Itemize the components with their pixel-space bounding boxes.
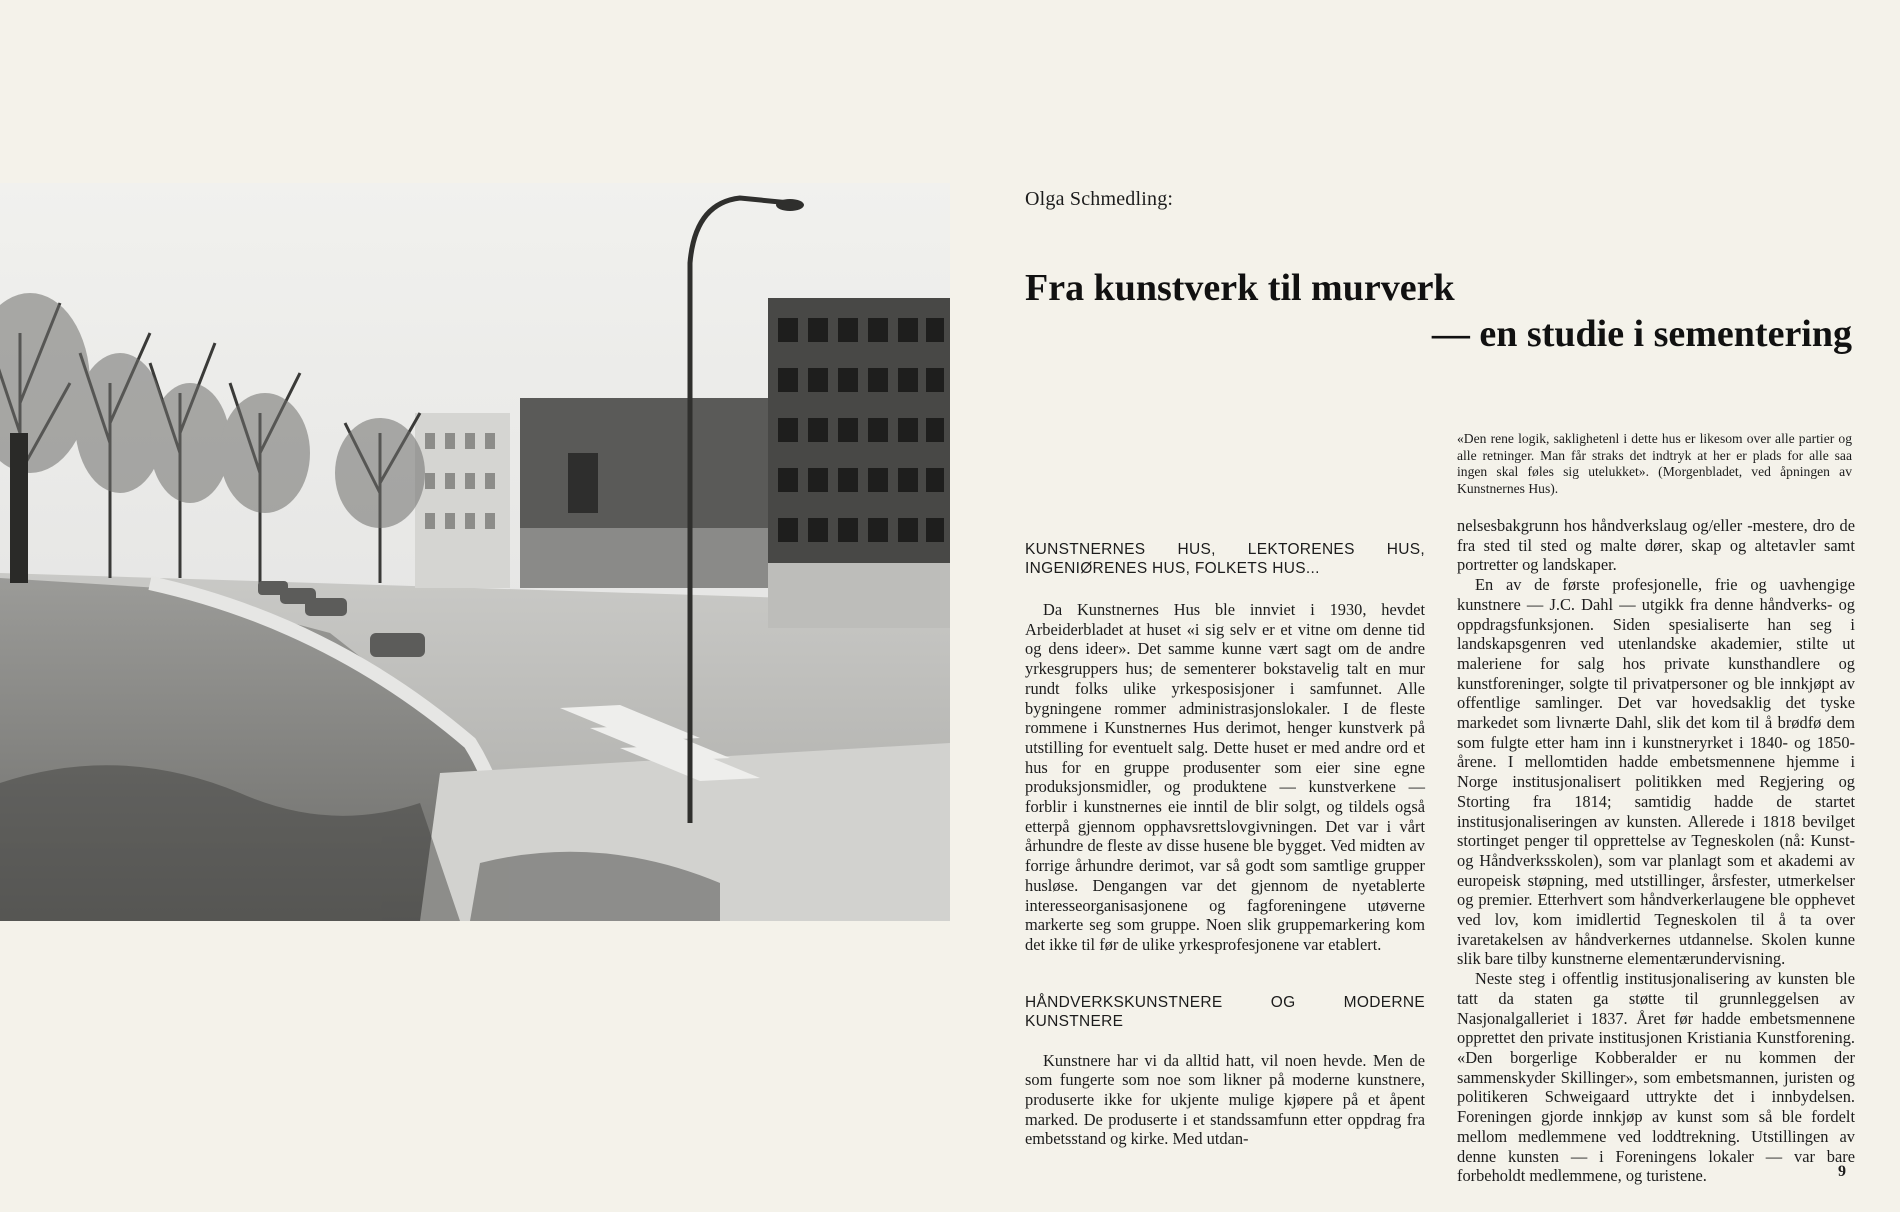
street-photograph: [0, 183, 950, 921]
body-paragraph: Kunstnere har vi da alltid hatt, vil noen hevde. Men de som fungerte som noe som likner på moderne kunstnere, produserte ikke for ukjente mulige kjøpere på et åpent marked. De produserte i et standssamfunn etter oppdrag fra embetsstand og kirke. Med utdan-: [1025, 1050, 1425, 1149]
body-paragraph: Neste steg i offentlig institusjonalisering av kunsten ble tatt da staten ga støtte til grunnleggelsen av Nasjonalgalleriet i 1837. Året før hadde embetsmennene opprettet den private institusjonen Kristiania Kunstforening. «Den borgerlige Kobberalder er nu kommen der sammenskyder Skillinger», som embetsmannen, juristen og politikeren Schweigaard uttrykte det i innbydelsen. Foreningen gjorde innkjøp av kunst som så ble fordelt mellom medlemmene ved loddtrekning. Utstillingen av denne kunsten — i Foreningens lokaler — var bare forbeholdt medlemmene, og turistene.: [1457, 969, 1855, 1186]
section-heading: KUNSTNERNES HUS, LEKTORENES HUS, INGENIØRENES HUS, FOLKETS HUS...: [1025, 541, 1425, 577]
body-paragraph: En av de første profesjonelle, frie og uavhengige kunstnere — J.C. Dahl — utgikk fra denne håndverks- og oppdragsfunksjonen. Siden spesialiserte han seg i landskapsgenren ved utenlandske akademier, stilte ut maleriene for salg hos private kunsthandlere og kunstforeninger, solgte til privatpersoner og ble innkjøpt av offentlige samlinger. Det var hovedsaklig det tyske markedet som livnærte Dahl, slik det kom til å brødfø dem som fulgte etter ham inn i kunstneryrket i 1840- og 1850-årene. I mellomtiden hadde embetsmennene hjemme i Norge institusjonalisert politikken med Regjering og Storting fra 1814; samtidig hadde de startet institusjonaliseringen av kunsten. Allerede i 1818 bevilget stortinget penger til opprettelse av Tegneskolen (nå: Kunst- og Håndverksskolen), som var planlagt som et akademi av europeisk støpning, med utstillinger, årsfester, utmerkelser og premier. Etterhvert som håndverkerlaugene ble opphevet ved lov, kom imidlertid Tegneskolen til å ta over ivaretakelsen av håndverkernes utdannelse. Skolen kunne slik bare tilby kunstnerne elementærundervisning.: [1457, 575, 1855, 969]
article-author: Olga Schmedling:: [1025, 188, 1174, 210]
article-subtitle: — en studie i sementering: [1431, 313, 1852, 355]
body-paragraph: Da Kunstnernes Hus ble innviet i 1930, hevdet Arbeiderbladet at huset «i sig selv er et vitne om denne tid og dens ideer». Det samme kunne vært sagt om de andre yrkesgruppers hus; de sementerer bokstavelig talt en mur rundt folks ulike yrkesposisjoner i samfunnet. Alle bygningene rommer administrasjonslokaler. I de fleste rommene i Kunstnernes Hus derimot, henger kunstverk på utstilling for eventuelt salg. Dette huset er med andre ord et hus for en gruppe produsenter som eier sine egne produksjonsmidler, og produktene — kunstverkene — forblir i kunstnernes eie inntil de blir solgt, og tildels også etterpå gjennom opphavsrettslovgivningen. Det var i vårt århundre de fleste av disse husene ble bygget. Ved midten av forrige århundre derimot, var så godt som samtlige grupper husløse. Dengangen var det gjennom de nyetablerte interesseorganisasjonene og fagforeningene utøverne markerte seg som gruppe. Noen slik gruppemarkering kom det ikke til før de ulike yrkesprofesjonene var etablert.: [1025, 600, 1425, 954]
text-column-right: [1457, 516, 1855, 1186]
article-title: Fra kunstverk til murverk: [1025, 267, 1455, 309]
section-heading: HÅNDVERKSKUNSTNERE OG MODERNE KUNSTNERE: [1025, 993, 1425, 1030]
page-number: 9: [1838, 1163, 1846, 1180]
opening-quote: «Den rene logik, saklighetenl i dette hus er likesom over alle partier og alle retninger. Man får straks det indtryk at her er plads for alle saa ingen skal føles sig utelukket». (Morgenbladet, ved åpningen av Kunstnernes Hus).: [1457, 431, 1852, 497]
text-column-left: [1025, 540, 1425, 1149]
body-paragraph: nelsesbakgrunn hos håndverkslaug og/eller -mestere, dro de fra sted til sted og malte dører, skap og altetavler samt portretter og landskaper.: [1457, 516, 1855, 575]
